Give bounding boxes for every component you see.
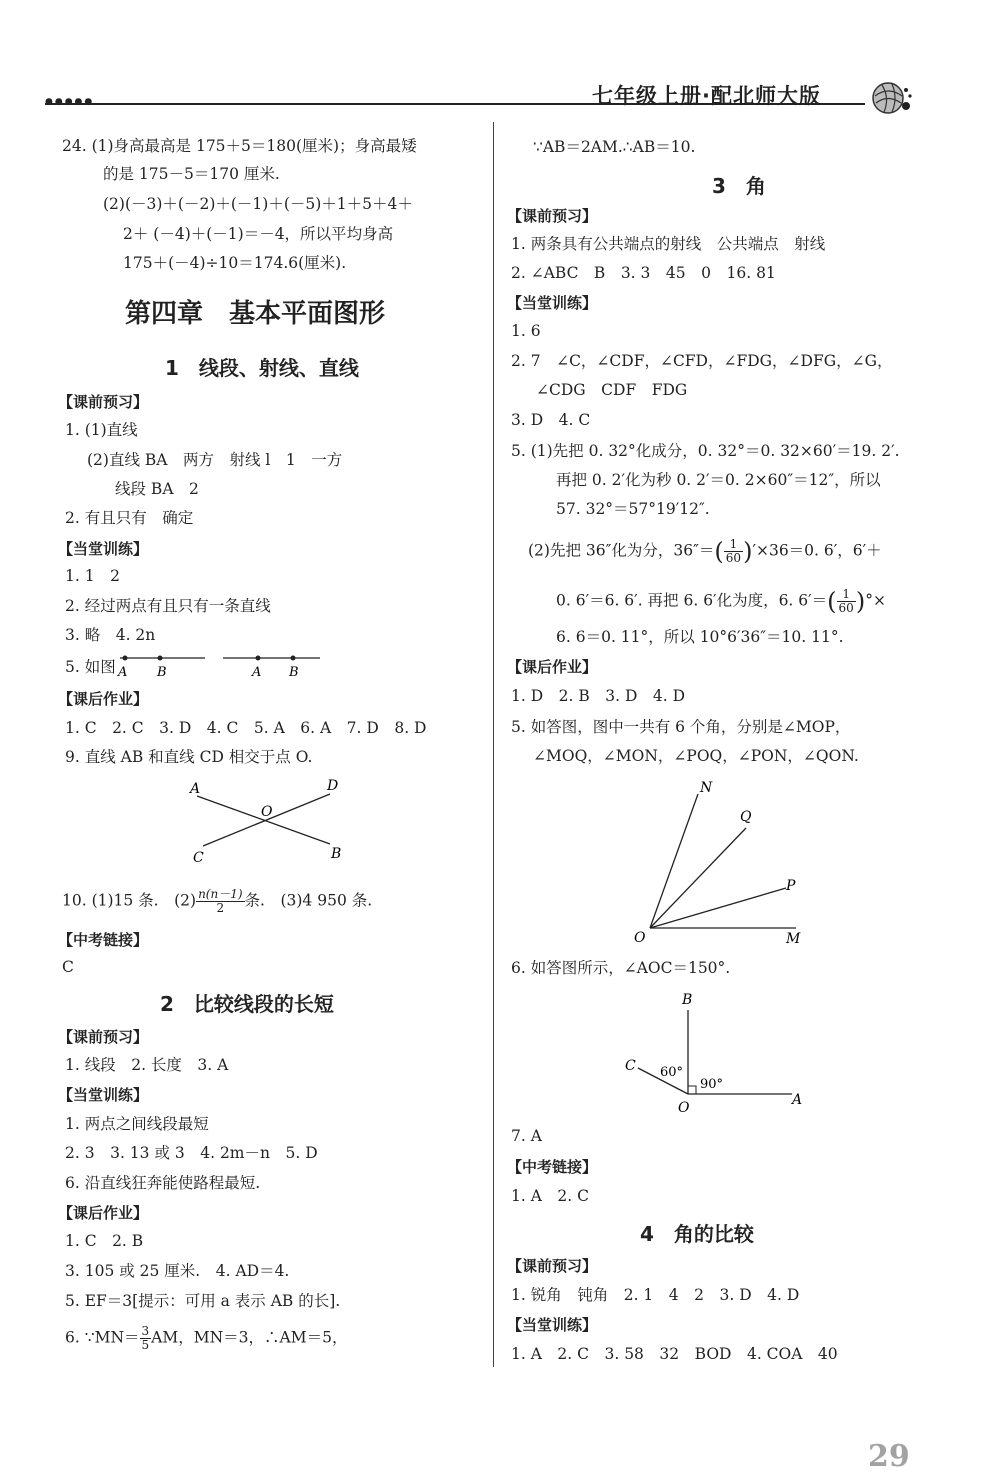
s2-homework-6 (65, 1325, 347, 1352)
s1-preview-3: 线段 BA 2 (115, 480, 199, 498)
s3-homework-5b: ∠MOQ，∠MON，∠POQ，∠PON，∠QON. (533, 747, 859, 765)
fig9-label-o: O (261, 804, 273, 820)
fig5-label-p: P (786, 878, 796, 894)
s3-class-2: 2. 7 ∠C，∠CDF，∠CFD，∠FDG，∠DFG，∠G， (511, 352, 893, 370)
q10-fraction: $\frac{n(n-1)}{2}$ (198, 887, 243, 915)
s2-class-2: 2. 3 3. 13 或 3 4. 2m－n 5. D (65, 1144, 318, 1162)
s1-preview-1: 1. (1)直线 (65, 421, 138, 439)
s4-preview-heading: 【课前预习】 (507, 1257, 598, 1275)
page-number: 29 (868, 1439, 910, 1474)
s3-class-2b: ∠CDG CDF FDG (536, 381, 688, 399)
s2-class-heading: 【当堂训练】 (58, 1086, 149, 1104)
s2-preview-1: 1. 线段 2. 长度 3. A (65, 1056, 229, 1074)
fig5-label-o: O (634, 930, 646, 946)
s3-class-heading: 【当堂训练】 (507, 294, 598, 312)
intersecting-lines-figure (185, 776, 355, 868)
fig5-label-m: M (786, 931, 801, 947)
q6-fraction: $\frac{3}{5}$ (141, 1324, 150, 1352)
q24-line3: (2)(－3)＋(－2)＋(－1)＋(－5)＋1＋5＋4＋ (103, 195, 413, 213)
s3-class-5a: 5. (1)先把 0. 32°化成分，0. 32°＝0. 32×60′＝19. 2′. (511, 442, 900, 460)
ball-ornament-icon (870, 76, 912, 118)
chapter-title: 第四章 基本平面图形 (125, 299, 386, 329)
s3-zhongkao-heading: 【中考链接】 (507, 1158, 598, 1176)
q10-text-a: 10. (1)15 条. (2) (62, 891, 197, 910)
s3-class-5e: 0. 6′＝6. 6′. 再把 6. 6′化为度，6. 6′＝( $\frac{1}{60}$ )°× (556, 587, 886, 616)
frac-1-60-a: $\frac{1}{60}$ (725, 537, 742, 565)
s2-class-1: 1. 两点之间线段最短 (65, 1115, 209, 1133)
frac-1-60-b: $\frac{1}{60}$ (838, 587, 854, 615)
s3-homework-1: 1. D 2. B 3. D 4. D (511, 687, 686, 705)
angle-aoc-figure (620, 988, 820, 1118)
fig6-label-b: B (682, 992, 693, 1008)
s2-homework-5: 5. EF＝3[提示：可用 a 表示 AB 的长]. (65, 1292, 341, 1310)
fig5-label-q: Q (740, 809, 752, 825)
page-header-title: 七年级上册·配北师大版 (592, 84, 821, 108)
s3-class-5c: 57. 32°＝57°19′12″. (556, 500, 710, 518)
s3-homework-heading: 【课后作业】 (507, 658, 598, 676)
s3-preview-1: 1. 两条具有公共端点的射线 公共端点 射线 (511, 235, 826, 253)
s1-class-3: 3. 略 4. 2n (65, 626, 156, 644)
s2-homework-3: 3. 105 或 25 厘米. 4. AD＝4. (65, 1262, 290, 1280)
header-dots: ●●●●● (45, 97, 95, 107)
section3-title: 3 角 (712, 174, 766, 198)
section4-title: 4 角的比较 (640, 1222, 754, 1246)
s2-homework-1: 1. C 2. B (65, 1232, 144, 1250)
s1-homework-heading: 【课后作业】 (58, 690, 149, 708)
s1-zhongkao-heading: 【中考链接】 (58, 931, 149, 949)
s3-class-1: 1. 6 (511, 322, 541, 340)
q24-line2: 的是 175－5＝170 厘米. (103, 165, 280, 183)
s3-preview-heading: 【课前预习】 (507, 207, 598, 225)
r-continuation: ∵AB＝2AM.∴AB＝10. (533, 138, 696, 156)
s1-zhongkao-1: C (62, 958, 74, 976)
fig6-angle-60: 60° (660, 1065, 684, 1080)
fig9-label-d: D (327, 778, 339, 794)
fig9-label-b: B (331, 846, 342, 862)
s1-class-heading: 【当堂训练】 (58, 540, 149, 558)
fig5-label-n: N (700, 780, 713, 796)
fig-label-a2: A (252, 665, 262, 680)
s3-zhongkao-1: 1. A 2. C (511, 1187, 589, 1205)
q6-text-b: AM，MN＝3，∴AM＝5， (151, 1328, 348, 1347)
s4-preview-1: 1. 锐角 钝角 2. 1 4 2 3. D 4. D (511, 1286, 800, 1304)
section2-title: 2 比较线段的长短 (160, 992, 334, 1016)
segment-figure (115, 648, 325, 682)
s3-homework-5a: 5. 如答图，图中一共有 6 个角，分别是∠MOP， (511, 718, 851, 736)
s4-class-1: 1. A 2. C 3. 58 32 BOD 4. COA 40 (511, 1345, 838, 1363)
fig-label-b1: B (157, 665, 167, 680)
q24-line1: 24. (1)身高最高是 175＋5＝180(厘米)；身高最矮 (62, 137, 417, 155)
fig-label-b2: B (289, 665, 299, 680)
s1-preview-4: 2. 有且只有 确定 (65, 509, 194, 527)
fig6-angle-90: 90° (700, 1077, 724, 1092)
rays-figure (628, 776, 808, 948)
s2-preview-heading: 【课前预习】 (58, 1028, 149, 1046)
s3-class-5d: (2)先把 36″化为分，36″＝( $\frac{1}{60}$ )′×36＝0. 6′，6′＋ (528, 537, 882, 566)
s1-homework-10 (62, 888, 372, 915)
s4-class-heading: 【当堂训练】 (507, 1316, 598, 1334)
s2-homework-heading: 【课后作业】 (58, 1204, 149, 1222)
fig9-label-c: C (193, 850, 204, 866)
s1-class-5: 5. 如图 (65, 658, 116, 676)
s3-preview-2: 2. ∠ABC B 3. 3 45 0 16. 81 (511, 264, 776, 282)
q24-line5: 175＋(－4)÷10＝174.6(厘米). (123, 254, 347, 272)
s2-class-6: 6. 沿直线狂奔能使路程最短. (65, 1174, 261, 1192)
s3-class-3: 3. D 4. C (511, 411, 591, 429)
s1-preview-2: (2)直线 BA 两方 射线 l 1 一方 (87, 451, 343, 469)
s3-class-5f: 6. 6＝0. 11°，所以 10°6′36″＝10. 11°. (556, 628, 844, 646)
fig-label-a1: A (118, 665, 128, 680)
fig6-label-a: A (792, 1092, 803, 1108)
fig6-label-o: O (678, 1100, 690, 1116)
q10-text-b: 条. (3)4 950 条. (244, 891, 373, 910)
fig9-label-a: A (190, 781, 201, 797)
fig6-label-c: C (625, 1058, 636, 1074)
s3-homework-6: 6. 如答图所示，∠AOC＝150°. (511, 959, 731, 977)
s1-class-1: 1. 1 2 (65, 567, 120, 585)
section1-title: 1 线段、射线、直线 (165, 356, 359, 380)
s1-homework-9: 9. 直线 AB 和直线 CD 相交于点 O. (65, 748, 313, 766)
s1-preview-heading: 【课前预习】 (58, 393, 149, 411)
s3-homework-7: 7. A (511, 1127, 542, 1145)
q24-line4: 2＋ (－4)＋(－1)＝－4，所以平均身高 (123, 225, 394, 243)
s1-class-2: 2. 经过两点有且只有一条直线 (65, 597, 271, 615)
s3-class-5b: 再把 0. 2′化为秒 0. 2′＝0. 2×60″＝12″，所以 (556, 471, 881, 489)
s1-homework-1: 1. C 2. C 3. D 4. C 5. A 6. A 7. D 8. D (65, 719, 427, 737)
q6-text-a: 6. ∵MN＝ (65, 1328, 140, 1347)
page-number-badge (830, 1420, 995, 1480)
column-separator (493, 122, 494, 1367)
